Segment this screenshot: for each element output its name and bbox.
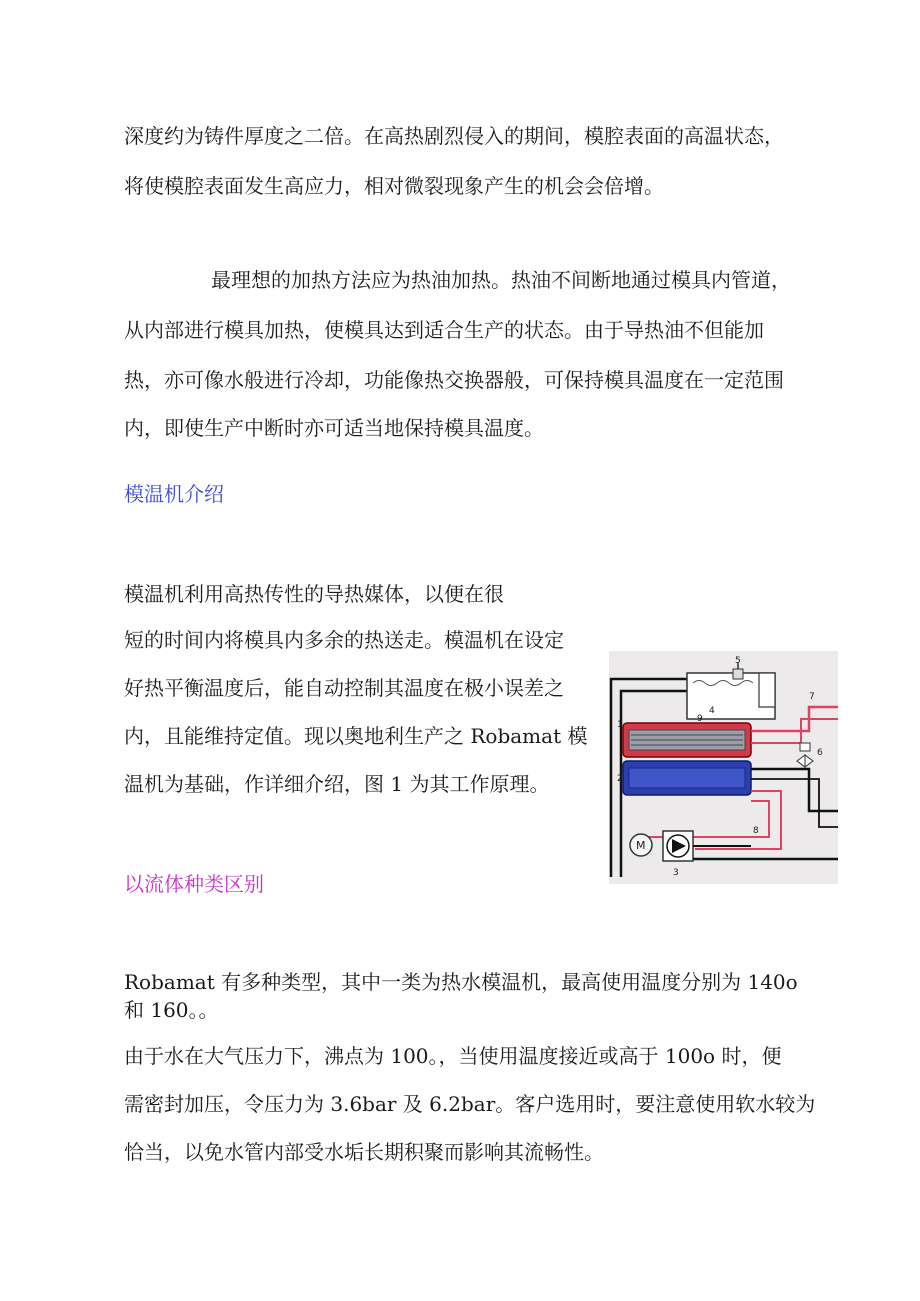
section-heading-mold-temp-intro: 模温机介绍 (124, 482, 224, 506)
para5-line-1: 由于水在大气压力下，沸点为 100。，当使用温度接近或高于 100o 时，便 (124, 1044, 782, 1068)
diagram-label-2: 2 (617, 774, 623, 784)
para2-line-4: 内，即使生产中断时亦可适当地保持模具温度。 (124, 416, 544, 440)
para5-line-2: 需密封加压，令压力为 3.6bar 及 6.2bar。客户选用时，要注意使用软水较为 (124, 1092, 816, 1116)
para3-line-1: 模温机利用高热传性的导热媒体，以便在很 (124, 582, 504, 606)
diagram-label-3: 3 (673, 868, 679, 878)
para1-line-1: 深度约为铸件厚度之二倍。在高热剧烈侵入的期间，模腔表面的高温状态， (124, 124, 784, 148)
working-principle-diagram (609, 651, 838, 884)
para3-line-4: 内，且能维持定值。现以奥地利生产之 Robamat 模 (124, 724, 588, 748)
para3-line-3: 好热平衡温度后，能自动控制其温度在极小误差之 (124, 676, 564, 700)
diagram-label-4: 4 (709, 706, 715, 716)
diagram-label-9: 9 (697, 714, 703, 724)
para5-line-3: 恰当，以免水管内部受水垢长期积聚而影响其流畅性。 (124, 1140, 604, 1164)
para2-line-2: 从内部进行模具加热，使模具达到适合生产的状态。由于导热油不但能加 (124, 318, 764, 342)
para4-line-1: Robamat 有多种类型，其中一类为热水模温机，最高使用温度分别为 140o (124, 970, 798, 994)
section-heading-fluid-type: 以流体种类区别 (124, 872, 264, 896)
diagram-label-7: 7 (809, 692, 815, 702)
diagram-label-6: 6 (817, 748, 823, 758)
motor-label: M (636, 839, 646, 852)
para3-line-2: 短的时间内将模具内多余的热送走。模温机在设定 (124, 628, 564, 652)
diagram-label-1: 1 (617, 720, 623, 730)
para1-line-2: 将使模腔表面发生高应力，相对微裂现象产生的机会会倍增。 (124, 174, 664, 198)
para2-line-3: 热，亦可像水般进行冷却，功能像热交换器般，可保持模具温度在一定范围 (124, 368, 784, 392)
para3-line-5: 温机为基础，作详细介绍，图 1 为其工作原理。 (124, 772, 550, 796)
para4-line-2: 和 160。。 (124, 998, 219, 1022)
para2-line-1: 最理想的加热方法应为热油加热。热油不间断地通过模具内管道， (211, 268, 791, 292)
diagram-label-5: 5 (735, 656, 741, 666)
diagram-label-8: 8 (753, 826, 759, 836)
